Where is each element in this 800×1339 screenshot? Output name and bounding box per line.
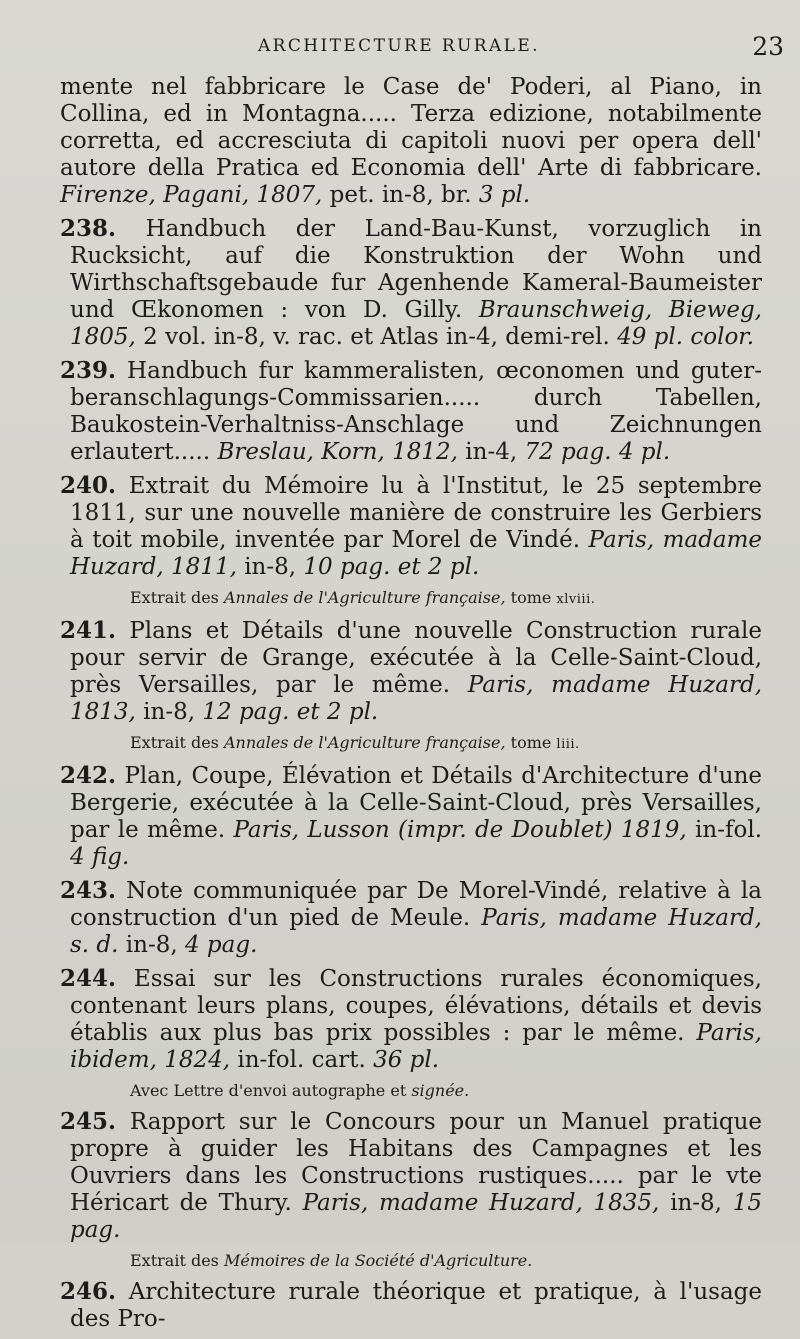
bibliography-body	[60, 74, 762, 1339]
entry-243: 243. Note communiquée par De Morel-Vindé, relative à la construction d'un pied de Meule. Paris, madame Huzard, s. d. in-8, 4 pag.	[60, 877, 762, 958]
page-number: 23	[752, 32, 784, 61]
running-title: ARCHITECTURE RURALE.	[258, 36, 540, 56]
entry-241: 241. Plans et Détails d'une nouvelle Construction rurale pour servir de Grange, exécutée à la Celle-Saint-Cloud, près Versailles, par le même. Paris, madame Huzard, 1813, in-8, 12 pag. et 2 pl.	[60, 617, 762, 725]
entry-note: Extrait des Annales de l'Agriculture française, tome xlviii.	[130, 588, 596, 607]
entry-number: 242.	[60, 762, 117, 789]
entry-number: 245.	[60, 1108, 117, 1135]
entry-note: Extrait des Mémoires de la Société d'Agriculture.	[130, 1251, 533, 1270]
entry-242: 242. Plan, Coupe, Élévation et Détails d'Architecture d'une Bergerie, exécutée à la Celle-Saint-Cloud, près Versailles, par le même. Paris, Lusson (impr. de Doublet) 1819, in-fol. 4 fig.	[60, 762, 763, 870]
entry-note: Avec Lettre d'envoi autographe et signée.	[130, 1081, 470, 1100]
entry-note: Extrait des Annales de l'Agriculture française, tome liii.	[130, 733, 580, 752]
entry-number: 239.	[60, 357, 117, 384]
entry-238: 238. Handbuch der Land-Bau-Kunst, vorzuglich in Rucksicht, auf die Konstruktion der Wohn und Wirthschaftsgebaude fur Agenhende Kameral-Baumeister und Œkonomen : von D. Gilly. Braunschweig, Bieweg, 1805, 2 vol. in-8, v. rac. et Atlas in-4, demi-rel. 49 pl. color.	[60, 215, 762, 350]
entry-number: 240.	[60, 472, 117, 499]
page-header	[60, 30, 790, 70]
entry-number: 243.	[60, 877, 117, 904]
entry-245: 245. Rapport sur le Concours pour un Manuel pratique propre à guider les Habitans des Campagnes et les Ouvriers dans les Constructions rustiques..... par le vte Héricart de Thury. Paris, madame Huzard, 1835, in-8, 15 pag.	[60, 1108, 762, 1243]
entry-239: 239. Handbuch fur kammeralisten, œconomen und guter-beranschlagungs-Commissarien..... durch Tabellen, Baukostein-Verhaltniss-Anschlage und Zeichnungen erlautert..... Breslau, Korn, 1812, in-4, 72 pag. 4 pl.	[60, 357, 762, 465]
entry-number: 244.	[60, 965, 117, 992]
entry-number: 241.	[60, 617, 117, 644]
entry-number: 238.	[60, 215, 117, 242]
entry-number: 246.	[60, 1278, 117, 1305]
entry-240: 240. Extrait du Mémoire lu à l'Institut, le 25 septembre 1811, sur une nouvelle manière de construire les Gerbiers à toit mobile, inventée par Morel de Vindé. Paris, madame Huzard, 1811, in-8, 10 pag. et 2 pl.	[60, 472, 763, 580]
entry-continuation: mente nel fabbricare le Case de' Poderi, al Piano, in Collina, ed in Montagna..... Terza edizione, notabilmente corretta, ed accresciuta di capitoli nuovi per opera dell' autore della Pratica ed Economia dell' Arte di fabbricare. Firenze, Pagani, 1807, pet. in-8, br. 3 pl.	[60, 74, 762, 208]
entry-244: 244. Essai sur les Constructions rurales économiques, contenant leurs plans, coupes, élévations, détails et devis établis aux plus bas prix possibles : par le même. Paris, ibidem, 1824, in-fol. cart. 36 pl.	[60, 965, 762, 1073]
entry-246: 246. Architecture rurale théorique et pratique, à l'usage des Pro-	[60, 1278, 762, 1332]
